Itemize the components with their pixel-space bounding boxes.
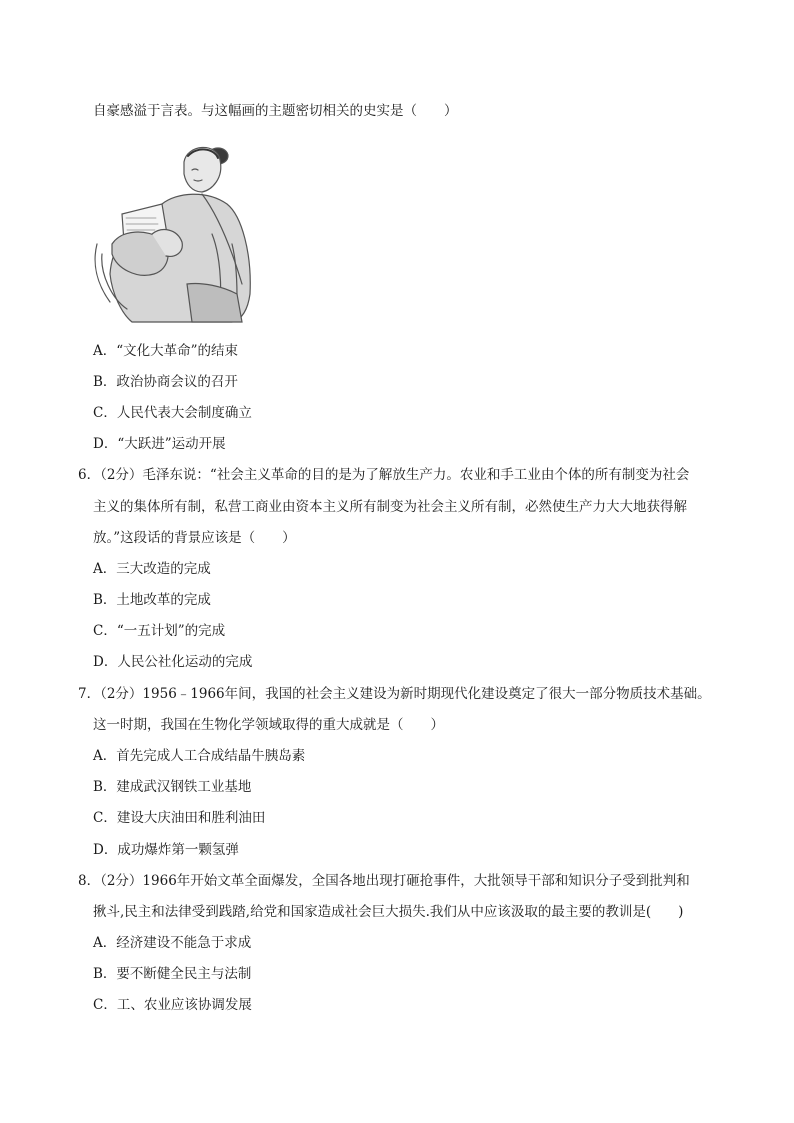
q8-option-b: B．要不断健全民主与法制	[93, 966, 252, 982]
q6-stem-line-2: 主义的集体所有制，私营工商业由资本主义所有制变为社会主义所有制，必然使生产力大大地获得解	[93, 499, 687, 515]
q6-option-b: B．土地改革的完成	[93, 592, 211, 608]
q5-option-b: B．政治协商会议的召开	[93, 374, 238, 390]
q7-stem-line-1: 7．（2分）1956﹣1966年间，我国的社会主义建设为新时期现代化建设奠定了很大一部分物质技术基础。	[78, 686, 711, 702]
q6-option-d: D．人民公社化运动的完成	[93, 654, 253, 670]
q7-option-a: A．首先完成人工合成结晶牛胰岛素	[93, 748, 306, 764]
q6-stem-line-1: 6．（2分）毛泽东说：“社会主义革命的目的是为了解放生产力。农业和手工业由个体的所有制变为社会	[78, 467, 690, 483]
q5-option-d: D．“大跃进”运动开展	[93, 436, 226, 452]
q5-option-a: A．“文化大革命”的结束	[93, 343, 239, 359]
farmer-woman-illustration	[92, 134, 260, 324]
q8-option-a: A．经济建设不能急于求成	[93, 935, 252, 951]
q5-option-c: C．人民代表大会制度确立	[93, 405, 252, 421]
q7-stem-line-2: 这一时期，我国在生物化学领域取得的重大成就是（ ）	[93, 717, 444, 733]
q7-option-b: B．建成武汉钢铁工业基地	[93, 779, 252, 795]
q5-stem-tail: 自豪感溢于言表。与这幅画的主题密切相关的史实是（ ）	[93, 103, 458, 119]
q8-option-c: C．工、农业应该协调发展	[93, 997, 252, 1013]
q6-stem-line-3: 放。”这段话的背景应该是（ ）	[93, 530, 296, 546]
q6-option-a: A．三大改造的完成	[93, 561, 211, 577]
q7-option-d: D．成功爆炸第一颗氢弹	[93, 842, 239, 858]
q6-option-c: C．“一五计划”的完成	[93, 623, 226, 639]
q8-stem-line-2: 揪斗,民主和法律受到践踏,给党和国家造成社会巨大损失.我们从中应该汲取的最主要的教训是( )	[93, 904, 684, 920]
q7-option-c: C．建设大庆油田和胜利油田	[93, 810, 266, 826]
q8-stem-line-1: 8．（2分）1966年开始文革全面爆发，全国各地出现打砸抢事件，大批领导干部和知识分子受到批判和	[78, 873, 690, 889]
